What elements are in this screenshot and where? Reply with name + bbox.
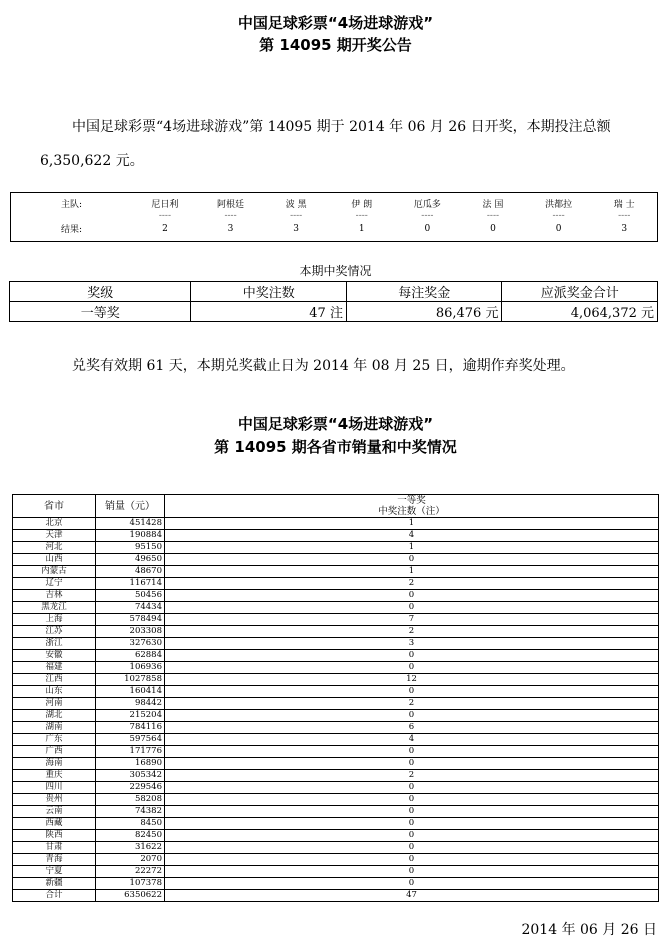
province-name: 河北 — [13, 542, 96, 554]
province-row — [13, 782, 659, 794]
province-row — [13, 842, 659, 854]
match-separator: ---- — [290, 211, 303, 221]
prize-header-cell: 每注奖金 — [346, 282, 502, 302]
province-sales: 160414 — [96, 686, 165, 698]
province-name: 甘肃 — [13, 842, 96, 854]
province-name: 贵州 — [13, 794, 96, 806]
match-result: 3 — [621, 223, 628, 234]
team-name: 阿根廷 — [217, 200, 245, 210]
team-name: 尼日利 — [151, 200, 179, 210]
province-row — [13, 602, 659, 614]
province-name: 青海 — [13, 854, 96, 866]
province-name: 湖北 — [13, 710, 96, 722]
province-name: 新疆 — [13, 878, 96, 890]
col-header-prize-level: 一等奖 — [165, 495, 659, 507]
team-name: 波 黑 — [285, 200, 307, 210]
province-name: 辽宁 — [13, 578, 96, 590]
province-sales: 95150 — [96, 542, 165, 554]
province-prize-count: 1 — [165, 518, 659, 530]
province-name: 内蒙古 — [13, 566, 96, 578]
province-name: 广东 — [13, 734, 96, 746]
team-name: 洪都拉 — [545, 200, 573, 210]
match-separator: ---- — [421, 211, 434, 221]
province-prize-count: 0 — [165, 782, 659, 794]
province-row — [13, 638, 659, 650]
prize-table — [9, 281, 658, 322]
province-row — [13, 530, 659, 542]
footer-date: 2014 年 06 月 26 日 — [521, 922, 657, 938]
match-separator-row — [11, 210, 657, 222]
match-separator: ---- — [224, 211, 237, 221]
province-prize-count: 3 — [165, 638, 659, 650]
match-result: 3 — [227, 223, 234, 234]
prize-header-cell: 应派奖金合计 — [502, 282, 658, 302]
province-name: 天津 — [13, 530, 96, 542]
province-sales: 82450 — [96, 830, 165, 842]
match-result: 0 — [555, 223, 562, 234]
province-sales: 1027858 — [96, 674, 165, 686]
province-sales: 451428 — [96, 518, 165, 530]
province-name: 江西 — [13, 674, 96, 686]
prize-section-title: 本期中奖情况 — [299, 264, 372, 278]
prize-cell: 47 注 — [191, 302, 347, 322]
province-prize-count: 2 — [165, 698, 659, 710]
province-row — [13, 554, 659, 566]
province-row — [13, 650, 659, 662]
province-row — [13, 578, 659, 590]
province-name: 福建 — [13, 662, 96, 674]
match-separator: ---- — [486, 211, 500, 221]
province-prize-count: 4 — [165, 530, 659, 542]
province-row — [13, 710, 659, 722]
province-row — [13, 626, 659, 638]
intro-line-2: 6,350,622 元。 — [40, 153, 144, 169]
province-section-title: 中国足球彩票“4场进球游戏” — [237, 415, 434, 433]
province-name: 江苏 — [13, 626, 96, 638]
province-name: 云南 — [13, 806, 96, 818]
match-separator: ---- — [158, 211, 172, 221]
team-name: 伊 朗 — [351, 200, 373, 210]
province-name: 西藏 — [13, 818, 96, 830]
province-row — [13, 614, 659, 626]
prize-header-row — [10, 282, 658, 302]
province-sales: 98442 — [96, 698, 165, 710]
province-row — [13, 854, 659, 866]
home-team-label: 主队: — [61, 200, 83, 210]
province-prize-count: 1 — [165, 566, 659, 578]
province-prize-count: 0 — [165, 650, 659, 662]
intro-line-1: 中国足球彩票“4场进球游戏”第 14095 期于 2014 年 06 月 26 日开奖，本期投注总额 — [72, 119, 611, 135]
province-prize-count: 0 — [165, 686, 659, 698]
province-name: 宁夏 — [13, 866, 96, 878]
province-sales: 6350622 — [96, 890, 165, 902]
province-row — [13, 566, 659, 578]
province-section-subtitle: 第 14095 期各省市销量和中奖情况 — [214, 438, 457, 456]
province-name: 黑龙江 — [13, 602, 96, 614]
province-name: 湖南 — [13, 722, 96, 734]
province-sales: 107378 — [96, 878, 165, 890]
match-result: 3 — [293, 223, 300, 234]
province-name: 吉林 — [13, 590, 96, 602]
province-prize-count: 0 — [165, 818, 659, 830]
province-prize-count: 0 — [165, 590, 659, 602]
match-separator: ---- — [355, 211, 368, 221]
province-name: 广西 — [13, 746, 96, 758]
col-header-province: 省市 — [13, 495, 96, 518]
claim-notice: 兑奖有效期 61 天，本期兑奖截止日为 2014 年 08 月 25 日，逾期作弃奖处理。 — [72, 358, 575, 374]
province-sales: 2070 — [96, 854, 165, 866]
province-row — [13, 770, 659, 782]
province-sales: 48670 — [96, 566, 165, 578]
province-row — [13, 686, 659, 698]
province-name: 山西 — [13, 554, 96, 566]
province-sales: 327630 — [96, 638, 165, 650]
province-prize-count: 7 — [165, 614, 659, 626]
province-row — [13, 722, 659, 734]
prize-cell: 一等奖 — [10, 302, 191, 322]
province-sales: 8450 — [96, 818, 165, 830]
province-row — [13, 830, 659, 842]
team-name: 厄瓜多 — [413, 200, 441, 210]
province-sales: 597564 — [96, 734, 165, 746]
province-prize-count: 0 — [165, 662, 659, 674]
province-name: 海南 — [13, 758, 96, 770]
province-prize-count: 1 — [165, 542, 659, 554]
province-row — [13, 794, 659, 806]
province-sales: 190884 — [96, 530, 165, 542]
province-sales: 74382 — [96, 806, 165, 818]
province-prize-count: 2 — [165, 626, 659, 638]
prize-header-cell: 中奖注数 — [191, 282, 347, 302]
province-name: 上海 — [13, 614, 96, 626]
col-header-prize-count: 中奖注数（注） — [165, 506, 659, 518]
province-prize-count: 0 — [165, 842, 659, 854]
province-sales: 215204 — [96, 710, 165, 722]
province-prize-count: 0 — [165, 878, 659, 890]
province-prize-count: 0 — [165, 794, 659, 806]
province-row — [13, 878, 659, 890]
team-name: 瑞 士 — [613, 200, 635, 210]
province-sales: 116714 — [96, 578, 165, 590]
province-prize-count: 0 — [165, 854, 659, 866]
province-prize-count: 0 — [165, 710, 659, 722]
province-row — [13, 662, 659, 674]
prize-row — [10, 302, 658, 322]
province-prize-count: 0 — [165, 806, 659, 818]
province-sales: 49650 — [96, 554, 165, 566]
province-prize-count: 0 — [165, 758, 659, 770]
province-row — [13, 758, 659, 770]
province-prize-count: 6 — [165, 722, 659, 734]
match-result: 0 — [490, 223, 496, 234]
province-sales: 62884 — [96, 650, 165, 662]
match-team-row — [11, 197, 657, 210]
province-prize-count: 0 — [165, 830, 659, 842]
province-name: 浙江 — [13, 638, 96, 650]
match-table — [10, 192, 658, 242]
province-name: 四川 — [13, 782, 96, 794]
province-sales: 203308 — [96, 626, 165, 638]
team-name: 法 国 — [482, 200, 504, 210]
province-row — [13, 698, 659, 710]
province-row — [13, 542, 659, 554]
province-prize-count: 12 — [165, 674, 659, 686]
province-prize-count: 0 — [165, 554, 659, 566]
province-name: 北京 — [13, 518, 96, 530]
match-result: 0 — [424, 223, 431, 234]
province-prize-count: 2 — [165, 578, 659, 590]
province-row — [13, 746, 659, 758]
province-prize-count: 0 — [165, 746, 659, 758]
province-sales: 578494 — [96, 614, 165, 626]
match-separator: ---- — [552, 211, 565, 221]
col-header-sales: 销量（元） — [96, 495, 165, 518]
prize-header-cell: 奖级 — [10, 282, 191, 302]
province-prize-count: 4 — [165, 734, 659, 746]
province-row — [13, 674, 659, 686]
province-row — [13, 518, 659, 530]
province-name: 安徽 — [13, 650, 96, 662]
prize-cell: 86,476 元 — [346, 302, 502, 322]
province-sales: 229546 — [96, 782, 165, 794]
province-name: 陕西 — [13, 830, 96, 842]
province-prize-count: 2 — [165, 770, 659, 782]
province-row — [13, 866, 659, 878]
province-row — [13, 590, 659, 602]
province-prize-count: 0 — [165, 602, 659, 614]
province-row — [13, 734, 659, 746]
province-row — [13, 818, 659, 830]
province-sales: 16890 — [96, 758, 165, 770]
province-prize-count: 0 — [165, 866, 659, 878]
prize-cell: 4,064,372 元 — [502, 302, 658, 322]
match-result-row — [11, 222, 657, 235]
province-name: 山东 — [13, 686, 96, 698]
page-subtitle: 第 14095 期开奖公告 — [259, 36, 412, 54]
province-sales: 58208 — [96, 794, 165, 806]
match-separator: ---- — [618, 211, 631, 221]
province-header-row — [13, 495, 659, 507]
province-sales: 106936 — [96, 662, 165, 674]
province-sales: 74434 — [96, 602, 165, 614]
match-result: 2 — [162, 223, 168, 234]
page-title: 中国足球彩票“4场进球游戏” — [237, 14, 434, 32]
province-name: 河南 — [13, 698, 96, 710]
province-row — [13, 890, 659, 902]
province-sales: 50456 — [96, 590, 165, 602]
province-sales: 784116 — [96, 722, 165, 734]
province-prize-count: 47 — [165, 890, 659, 902]
province-table — [12, 494, 659, 902]
result-label: 结果: — [61, 225, 83, 235]
province-sales: 22272 — [96, 866, 165, 878]
province-sales: 171776 — [96, 746, 165, 758]
province-name: 合计 — [13, 890, 96, 902]
province-sales: 31622 — [96, 842, 165, 854]
province-row — [13, 806, 659, 818]
match-result: 1 — [358, 223, 365, 234]
province-name: 重庆 — [13, 770, 96, 782]
province-sales: 305342 — [96, 770, 165, 782]
